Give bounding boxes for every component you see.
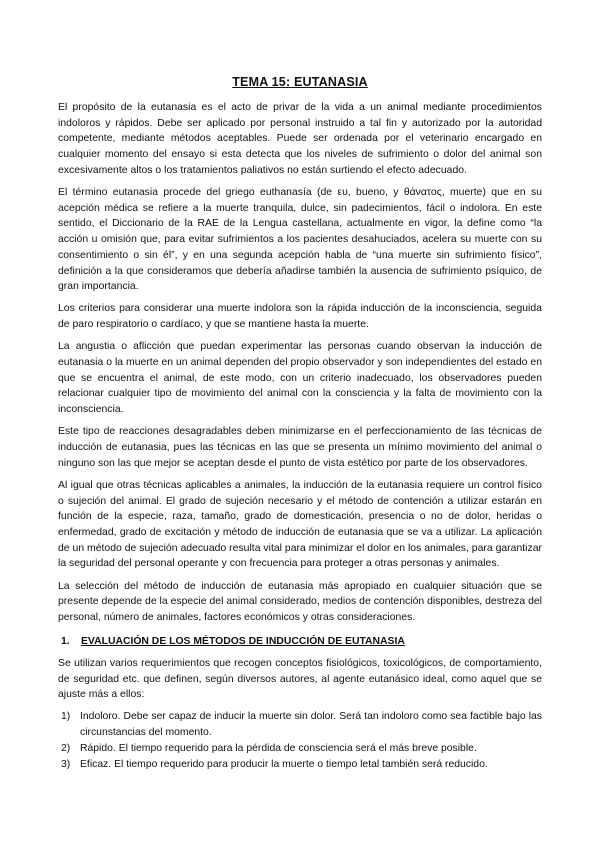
list-item xyxy=(58,709,542,740)
section-title: EVALUACIÓN DE LOS MÉTODOS DE INDUCCIÓN DE EUTANASIA xyxy=(81,635,405,647)
section-number: 1. xyxy=(61,635,70,647)
paragraph-reactions: Este tipo de reacciones desagradables deben minimizarse en el perfeccionamiento de las técnicas de inducción de eutanasia, pues las técnicas en las que se presenta un mínimo movimiento del animal o ninguno son las que mejor se aceptan desde el punto de vista estético por parte de los observadores. xyxy=(58,426,542,469)
document-body xyxy=(58,74,542,772)
section-intro: Se utilizan varios requerimientos que recogen conceptos fisiológicos, toxicológicos, de comportamiento, de seguridad etc. que definen, según diversos autores, al agente eutanásico ideal, como aquel que se ajuste más a ellos: xyxy=(58,657,542,701)
paragraph-etymology: El término eutanasia procede del griego euthanasía (de ευ, bueno, y θάνατος, muerte) que en su acepción médica se refiere a la muerte tranquila, dulce, sin padecimientos, fácil o indolora. En este sentido, el Diccionario de la RAE de la Lengua castellana, actualmente en vigor, la define como “la acción u omisión que, para evitar sufrimientos a los pacientes desahuciados, acelera su muerte con su consentimiento o sin él”, y en una segunda acepción habla de “una muerte sin sufrimiento físico”, definición a la que consideramos que debería añadirse también la ausencia de sufrimiento psíquico, de gran importancia. xyxy=(58,187,542,293)
section-heading xyxy=(58,634,542,649)
list-item xyxy=(58,757,542,773)
paragraph-purpose: El propósito de la eutanasia es el acto de privar de la vida a un animal mediante procedimientos indoloros y rápidos. Debe ser aplicado por personal instruido a tal fin y autorizado por la autoridad competente, mediante métodos aceptables. Puede ser ordenada por el veterinario encargado en cualquier momento del ensayo si esta detecta que los niveles de sufrimiento o dolor del animal son excesivamente altos o los tratamientos paliativos no están surtiendo el efecto adecuado. xyxy=(58,102,542,176)
paragraph-restraint: Al igual que otras técnicas aplicables a animales, la inducción de la eutanasia requiere un control físico o sujeción del animal. El grado de sujeción necesario y el método de contención a utilizar estarán en función de la especie, raza, tamaño, grado de domesticación, presencia o no de dolor, heridas o enfermedad, grado de excitación y método de inducción de eutanasia que se va a utilizar. La aplicación de un método de sujeción adecuado resulta vital para minimizar el dolor en los animales, para garantizar la seguridad del personal operante y con frecuencia para proteger a otras personas y animales. xyxy=(58,479,542,570)
criteria-list xyxy=(58,709,542,772)
paragraph-observers: La angustia o aflicción que puedan experimentar las personas cuando observan la inducción de eutanasia o la muerte en un animal dependen del propio observador y son independientes del estado en que se encuentra el animal, de este modo, con un criterio inadecuado, los observadores pueden relacionar cualquier tipo de movimiento del animal con la consciencia y la falta de movimiento con la inconsciencia. xyxy=(58,341,542,416)
list-item-text: Rápido. El tiempo requerido para la pérdida de consciencia será el más breve posible. xyxy=(80,742,477,754)
list-item-number: 1) xyxy=(61,711,71,723)
paragraph-criteria: Los criterios para considerar una muerte indolora son la rápida inducción de la inconsciencia, seguida de paro respiratorio o cardíaco, y que se mantiene hasta la muerte. xyxy=(58,303,542,331)
list-item-number: 3) xyxy=(61,758,71,770)
list-item-number: 2) xyxy=(61,742,71,754)
list-item-text: Eficaz. El tiempo requerido para producir la muerte o tiempo letal también será reducido. xyxy=(80,758,488,770)
page-title: TEMA 15: EUTANASIA xyxy=(232,75,368,89)
list-item-text: Indoloro. Debe ser capaz de inducir la muerte sin dolor. Será tan indoloro como sea factible bajo las circunstancias del momento. xyxy=(80,711,542,739)
list-item xyxy=(58,741,542,757)
paragraph-selection: La selección del método de inducción de eutanasia más apropiado en cualquier situación que se presente depende de la especie del animal considerado, medios de contención disponibles, destreza del personal, número de animales, factores económicos y otras consideraciones. xyxy=(58,580,542,624)
